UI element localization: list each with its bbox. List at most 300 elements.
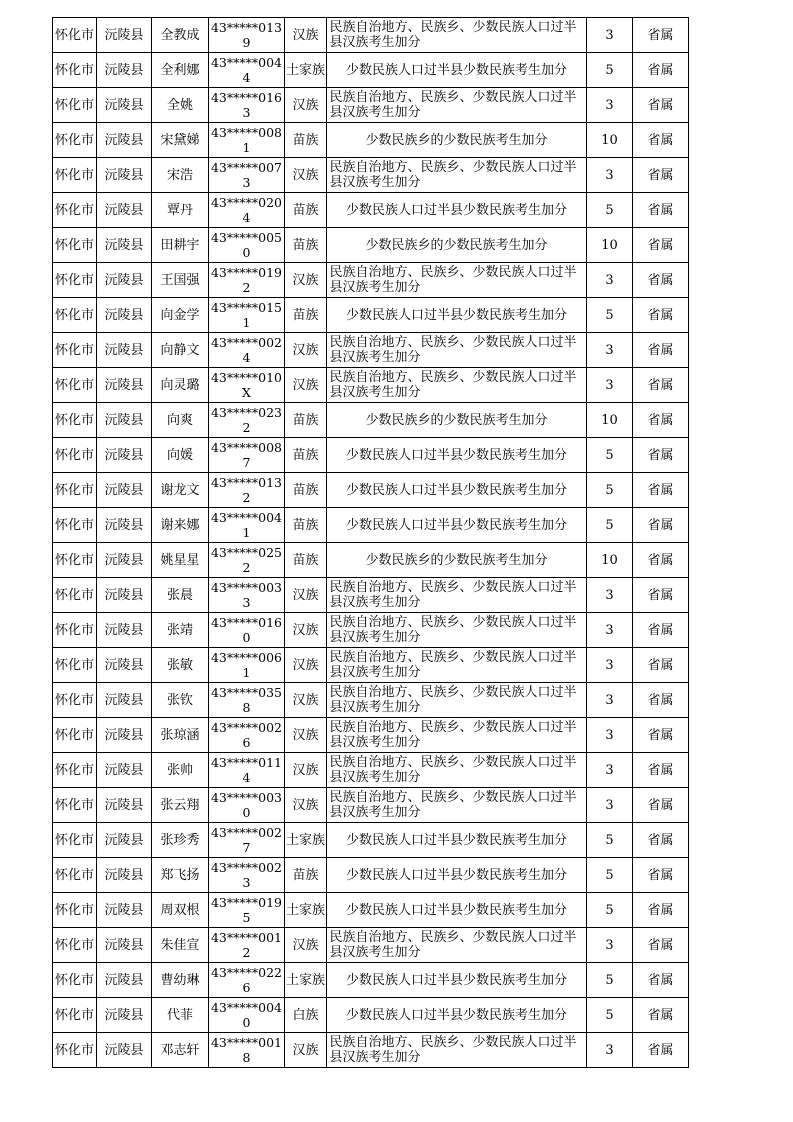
city-cell: 怀化市 (53, 508, 97, 543)
city-cell: 怀化市 (53, 998, 97, 1033)
county-cell: 沅陵县 (97, 823, 152, 858)
name-cell: 周双根 (152, 893, 209, 928)
id-number-cell: 43*****0018 (209, 1033, 285, 1068)
ethnicity-cell: 苗族 (285, 123, 327, 158)
bonus-points-cell: 5 (587, 508, 633, 543)
table-row (53, 788, 689, 823)
table-row (53, 858, 689, 893)
id-number-cell: 43*****0024 (209, 333, 285, 368)
bonus-reason-text: 民族自治地方、民族乡、少数民族人口过半县汉族考生加分 (329, 790, 577, 820)
city-cell: 怀化市 (53, 718, 97, 753)
name-cell: 向静文 (152, 333, 209, 368)
bonus-reason-cell (327, 158, 587, 193)
bonus-reason-cell (327, 88, 587, 123)
table-row (53, 158, 689, 193)
city-cell: 怀化市 (53, 1033, 97, 1068)
county-cell: 沅陵县 (97, 543, 152, 578)
bonus-points-cell: 3 (587, 683, 633, 718)
city-cell: 怀化市 (53, 228, 97, 263)
bonus-reason-text: 少数民族人口过半县少数民族考生加分 (345, 1007, 567, 1023)
name-cell: 曹幼琳 (152, 963, 209, 998)
admin-level-cell: 省属 (633, 1033, 689, 1068)
city-cell: 怀化市 (53, 18, 97, 53)
table-row (53, 123, 689, 158)
id-number-cell: 43*****0041 (209, 508, 285, 543)
ethnicity-cell: 汉族 (285, 368, 327, 403)
bonus-reason-text: 民族自治地方、民族乡、少数民族人口过半县汉族考生加分 (329, 1035, 577, 1065)
city-cell: 怀化市 (53, 648, 97, 683)
bonus-reason-text: 少数民族人口过半县少数民族考生加分 (345, 447, 567, 463)
bonus-points-cell: 3 (587, 718, 633, 753)
city-cell: 怀化市 (53, 753, 97, 788)
name-cell: 张帅 (152, 753, 209, 788)
bonus-reason-text: 民族自治地方、民族乡、少数民族人口过半县汉族考生加分 (329, 580, 577, 610)
bonus-reason-text: 民族自治地方、民族乡、少数民族人口过半县汉族考生加分 (329, 650, 577, 680)
name-cell: 全姚 (152, 88, 209, 123)
city-cell: 怀化市 (53, 88, 97, 123)
admin-level-cell: 省属 (633, 578, 689, 613)
bonus-reason-text: 民族自治地方、民族乡、少数民族人口过半县汉族考生加分 (329, 685, 577, 715)
name-cell: 谢来娜 (152, 508, 209, 543)
admin-level-cell: 省属 (633, 543, 689, 578)
bonus-reason-cell (327, 578, 587, 613)
table-row (53, 613, 689, 648)
admin-level-cell: 省属 (633, 158, 689, 193)
city-cell: 怀化市 (53, 543, 97, 578)
county-cell: 沅陵县 (97, 88, 152, 123)
id-number-cell: 43*****0023 (209, 858, 285, 893)
city-cell: 怀化市 (53, 403, 97, 438)
bonus-points-cell: 3 (587, 88, 633, 123)
id-number-cell: 43*****0163 (209, 88, 285, 123)
bonus-reason-cell (327, 403, 587, 438)
table-row (53, 508, 689, 543)
id-number-cell: 43*****0139 (209, 18, 285, 53)
bonus-reason-cell (327, 193, 587, 228)
city-cell: 怀化市 (53, 613, 97, 648)
id-number-cell: 43*****010X (209, 368, 285, 403)
table-row (53, 648, 689, 683)
admin-level-cell: 省属 (633, 88, 689, 123)
city-cell: 怀化市 (53, 788, 97, 823)
bonus-reason-cell (327, 263, 587, 298)
ethnicity-cell: 汉族 (285, 578, 327, 613)
county-cell: 沅陵县 (97, 368, 152, 403)
ethnicity-cell: 苗族 (285, 438, 327, 473)
county-cell: 沅陵县 (97, 718, 152, 753)
id-number-cell: 43*****0030 (209, 788, 285, 823)
id-number-cell: 43*****0061 (209, 648, 285, 683)
admin-level-cell: 省属 (633, 333, 689, 368)
ethnicity-cell: 汉族 (285, 333, 327, 368)
county-cell: 沅陵县 (97, 333, 152, 368)
id-number-cell: 43*****0050 (209, 228, 285, 263)
bonus-reason-text: 少数民族人口过半县少数民族考生加分 (345, 902, 567, 918)
county-cell: 沅陵县 (97, 438, 152, 473)
id-number-cell: 43*****0132 (209, 473, 285, 508)
city-cell: 怀化市 (53, 53, 97, 88)
bonus-points-cell: 3 (587, 158, 633, 193)
ethnicity-cell: 汉族 (285, 263, 327, 298)
bonus-points-cell: 10 (587, 543, 633, 578)
bonus-points-cell: 3 (587, 613, 633, 648)
id-number-cell: 43*****0226 (209, 963, 285, 998)
bonus-points-table (52, 17, 689, 1068)
bonus-points-cell: 5 (587, 858, 633, 893)
bonus-points-cell: 10 (587, 403, 633, 438)
county-cell: 沅陵县 (97, 508, 152, 543)
admin-level-cell: 省属 (633, 613, 689, 648)
bonus-reason-cell (327, 228, 587, 263)
ethnicity-cell: 苗族 (285, 228, 327, 263)
name-cell: 向媛 (152, 438, 209, 473)
bonus-reason-cell (327, 333, 587, 368)
county-cell: 沅陵县 (97, 263, 152, 298)
bonus-reason-cell (327, 823, 587, 858)
name-cell: 向灵璐 (152, 368, 209, 403)
county-cell: 沅陵县 (97, 193, 152, 228)
county-cell: 沅陵县 (97, 298, 152, 333)
id-number-cell: 43*****0073 (209, 158, 285, 193)
id-number-cell: 43*****0087 (209, 438, 285, 473)
bonus-reason-cell (327, 123, 587, 158)
city-cell: 怀化市 (53, 963, 97, 998)
county-cell: 沅陵县 (97, 158, 152, 193)
table-row (53, 963, 689, 998)
bonus-points-cell: 5 (587, 193, 633, 228)
county-cell: 沅陵县 (97, 18, 152, 53)
county-cell: 沅陵县 (97, 578, 152, 613)
bonus-points-cell: 5 (587, 963, 633, 998)
bonus-reason-cell (327, 998, 587, 1033)
admin-level-cell: 省属 (633, 18, 689, 53)
ethnicity-cell: 汉族 (285, 928, 327, 963)
name-cell: 向爽 (152, 403, 209, 438)
ethnicity-cell: 土家族 (285, 963, 327, 998)
bonus-reason-cell (327, 53, 587, 88)
ethnicity-cell: 汉族 (285, 788, 327, 823)
bonus-reason-text: 民族自治地方、民族乡、少数民族人口过半县汉族考生加分 (329, 160, 577, 190)
bonus-reason-cell (327, 473, 587, 508)
name-cell: 向金学 (152, 298, 209, 333)
ethnicity-cell: 汉族 (285, 648, 327, 683)
admin-level-cell: 省属 (633, 473, 689, 508)
table-row (53, 1033, 689, 1068)
table-row (53, 88, 689, 123)
ethnicity-cell: 苗族 (285, 543, 327, 578)
ethnicity-cell: 汉族 (285, 683, 327, 718)
id-number-cell: 43*****0204 (209, 193, 285, 228)
bonus-reason-text: 少数民族乡的少数民族考生加分 (365, 132, 548, 148)
admin-level-cell: 省属 (633, 928, 689, 963)
bonus-points-cell: 5 (587, 438, 633, 473)
bonus-reason-cell (327, 508, 587, 543)
bonus-points-cell: 10 (587, 228, 633, 263)
table-row (53, 718, 689, 753)
admin-level-cell: 省属 (633, 683, 689, 718)
name-cell: 郑飞扬 (152, 858, 209, 893)
table-row (53, 263, 689, 298)
table-row (53, 998, 689, 1033)
ethnicity-cell: 苗族 (285, 508, 327, 543)
city-cell: 怀化市 (53, 368, 97, 403)
bonus-reason-text: 民族自治地方、民族乡、少数民族人口过半县汉族考生加分 (329, 370, 577, 400)
bonus-points-cell: 3 (587, 1033, 633, 1068)
county-cell: 沅陵县 (97, 753, 152, 788)
city-cell: 怀化市 (53, 438, 97, 473)
admin-level-cell: 省属 (633, 263, 689, 298)
table-row (53, 578, 689, 613)
admin-level-cell: 省属 (633, 298, 689, 333)
bonus-reason-cell (327, 893, 587, 928)
bonus-reason-cell (327, 683, 587, 718)
city-cell: 怀化市 (53, 858, 97, 893)
bonus-points-cell: 3 (587, 928, 633, 963)
bonus-points-cell: 3 (587, 263, 633, 298)
county-cell: 沅陵县 (97, 893, 152, 928)
bonus-points-cell: 3 (587, 578, 633, 613)
bonus-reason-cell (327, 18, 587, 53)
bonus-reason-cell (327, 368, 587, 403)
name-cell: 宋黛娣 (152, 123, 209, 158)
county-cell: 沅陵县 (97, 123, 152, 158)
id-number-cell: 43*****0232 (209, 403, 285, 438)
county-cell: 沅陵县 (97, 998, 152, 1033)
bonus-points-cell: 3 (587, 753, 633, 788)
bonus-reason-text: 少数民族人口过半县少数民族考生加分 (345, 972, 567, 988)
admin-level-cell: 省属 (633, 438, 689, 473)
county-cell: 沅陵县 (97, 613, 152, 648)
table-row (53, 368, 689, 403)
ethnicity-cell: 土家族 (285, 53, 327, 88)
bonus-points-cell: 5 (587, 298, 633, 333)
admin-level-cell: 省属 (633, 193, 689, 228)
county-cell: 沅陵县 (97, 928, 152, 963)
bonus-reason-cell (327, 438, 587, 473)
ethnicity-cell: 汉族 (285, 718, 327, 753)
admin-level-cell: 省属 (633, 718, 689, 753)
bonus-reason-cell (327, 788, 587, 823)
bonus-reason-text: 民族自治地方、民族乡、少数民族人口过半县汉族考生加分 (329, 90, 577, 120)
name-cell: 姚星星 (152, 543, 209, 578)
bonus-points-cell: 10 (587, 123, 633, 158)
bonus-points-cell: 5 (587, 823, 633, 858)
city-cell: 怀化市 (53, 823, 97, 858)
id-number-cell: 43*****0160 (209, 613, 285, 648)
bonus-reason-text: 民族自治地方、民族乡、少数民族人口过半县汉族考生加分 (329, 755, 577, 785)
id-number-cell: 43*****0012 (209, 928, 285, 963)
city-cell: 怀化市 (53, 263, 97, 298)
admin-level-cell: 省属 (633, 753, 689, 788)
bonus-reason-text: 民族自治地方、民族乡、少数民族人口过半县汉族考生加分 (329, 720, 577, 750)
bonus-reason-text: 少数民族人口过半县少数民族考生加分 (345, 517, 567, 533)
county-cell: 沅陵县 (97, 403, 152, 438)
name-cell: 张靖 (152, 613, 209, 648)
bonus-reason-cell (327, 718, 587, 753)
bonus-reason-text: 民族自治地方、民族乡、少数民族人口过半县汉族考生加分 (329, 20, 577, 50)
id-number-cell: 43*****0195 (209, 893, 285, 928)
name-cell: 邓志轩 (152, 1033, 209, 1068)
name-cell: 覃丹 (152, 193, 209, 228)
city-cell: 怀化市 (53, 193, 97, 228)
admin-level-cell: 省属 (633, 823, 689, 858)
name-cell: 王国强 (152, 263, 209, 298)
name-cell: 张钦 (152, 683, 209, 718)
ethnicity-cell: 苗族 (285, 193, 327, 228)
table-row (53, 753, 689, 788)
city-cell: 怀化市 (53, 928, 97, 963)
county-cell: 沅陵县 (97, 683, 152, 718)
admin-level-cell: 省属 (633, 53, 689, 88)
bonus-reason-text: 少数民族人口过半县少数民族考生加分 (345, 867, 567, 883)
name-cell: 张晨 (152, 578, 209, 613)
admin-level-cell: 省属 (633, 858, 689, 893)
name-cell: 全利娜 (152, 53, 209, 88)
id-number-cell: 43*****0033 (209, 578, 285, 613)
admin-level-cell: 省属 (633, 648, 689, 683)
city-cell: 怀化市 (53, 333, 97, 368)
ethnicity-cell: 苗族 (285, 858, 327, 893)
ethnicity-cell: 白族 (285, 998, 327, 1033)
name-cell: 谢龙文 (152, 473, 209, 508)
id-number-cell: 43*****0192 (209, 263, 285, 298)
bonus-points-cell: 3 (587, 788, 633, 823)
table-row (53, 473, 689, 508)
admin-level-cell: 省属 (633, 228, 689, 263)
table-row (53, 53, 689, 88)
ethnicity-cell: 汉族 (285, 88, 327, 123)
ethnicity-cell: 土家族 (285, 893, 327, 928)
admin-level-cell: 省属 (633, 998, 689, 1033)
bonus-reason-text: 少数民族人口过半县少数民族考生加分 (345, 832, 567, 848)
admin-level-cell: 省属 (633, 403, 689, 438)
name-cell: 张云翔 (152, 788, 209, 823)
id-number-cell: 43*****0114 (209, 753, 285, 788)
ethnicity-cell: 汉族 (285, 1033, 327, 1068)
bonus-reason-text: 少数民族人口过半县少数民族考生加分 (345, 307, 567, 323)
bonus-reason-text: 民族自治地方、民族乡、少数民族人口过半县汉族考生加分 (329, 615, 577, 645)
bonus-reason-text: 民族自治地方、民族乡、少数民族人口过半县汉族考生加分 (329, 930, 577, 960)
city-cell: 怀化市 (53, 473, 97, 508)
city-cell: 怀化市 (53, 123, 97, 158)
id-number-cell: 43*****0151 (209, 298, 285, 333)
bonus-points-cell: 3 (587, 333, 633, 368)
county-cell: 沅陵县 (97, 963, 152, 998)
table-row (53, 18, 689, 53)
bonus-reason-cell (327, 543, 587, 578)
city-cell: 怀化市 (53, 578, 97, 613)
id-number-cell: 43*****0044 (209, 53, 285, 88)
city-cell: 怀化市 (53, 298, 97, 333)
ethnicity-cell: 苗族 (285, 298, 327, 333)
city-cell: 怀化市 (53, 683, 97, 718)
name-cell: 宋浩 (152, 158, 209, 193)
bonus-points-cell: 3 (587, 18, 633, 53)
id-number-cell: 43*****0027 (209, 823, 285, 858)
ethnicity-cell: 苗族 (285, 473, 327, 508)
table-row (53, 543, 689, 578)
county-cell: 沅陵县 (97, 858, 152, 893)
name-cell: 张珍秀 (152, 823, 209, 858)
bonus-reason-text: 少数民族人口过半县少数民族考生加分 (345, 62, 567, 78)
county-cell: 沅陵县 (97, 788, 152, 823)
ethnicity-cell: 土家族 (285, 823, 327, 858)
bonus-reason-cell (327, 648, 587, 683)
bonus-reason-cell (327, 613, 587, 648)
bonus-reason-cell (327, 298, 587, 333)
bonus-reason-cell (327, 963, 587, 998)
bonus-points-cell: 5 (587, 473, 633, 508)
bonus-points-cell: 5 (587, 53, 633, 88)
table-row (53, 438, 689, 473)
name-cell: 朱佳宣 (152, 928, 209, 963)
county-cell: 沅陵县 (97, 473, 152, 508)
id-number-cell: 43*****0358 (209, 683, 285, 718)
table-row (53, 823, 689, 858)
table-row (53, 683, 689, 718)
county-cell: 沅陵县 (97, 648, 152, 683)
county-cell: 沅陵县 (97, 228, 152, 263)
table-row (53, 193, 689, 228)
table-row (53, 893, 689, 928)
bonus-reason-text: 少数民族乡的少数民族考生加分 (365, 412, 548, 428)
bonus-reason-cell (327, 928, 587, 963)
bonus-points-cell: 3 (587, 648, 633, 683)
bonus-reason-text: 民族自治地方、民族乡、少数民族人口过半县汉族考生加分 (329, 335, 577, 365)
id-number-cell: 43*****0252 (209, 543, 285, 578)
ethnicity-cell: 苗族 (285, 403, 327, 438)
name-cell: 张敏 (152, 648, 209, 683)
id-number-cell: 43*****0040 (209, 998, 285, 1033)
table-body (53, 18, 689, 1068)
admin-level-cell: 省属 (633, 893, 689, 928)
table-row (53, 228, 689, 263)
county-cell: 沅陵县 (97, 53, 152, 88)
admin-level-cell: 省属 (633, 788, 689, 823)
name-cell: 张琼涵 (152, 718, 209, 753)
admin-level-cell: 省属 (633, 508, 689, 543)
ethnicity-cell: 汉族 (285, 18, 327, 53)
bonus-reason-cell (327, 753, 587, 788)
admin-level-cell: 省属 (633, 123, 689, 158)
name-cell: 田耕宇 (152, 228, 209, 263)
ethnicity-cell: 汉族 (285, 158, 327, 193)
admin-level-cell: 省属 (633, 963, 689, 998)
table-row (53, 928, 689, 963)
admin-level-cell: 省属 (633, 368, 689, 403)
bonus-reason-text: 少数民族人口过半县少数民族考生加分 (345, 482, 567, 498)
bonus-reason-text: 少数民族人口过半县少数民族考生加分 (345, 202, 567, 218)
city-cell: 怀化市 (53, 158, 97, 193)
bonus-reason-text: 少数民族乡的少数民族考生加分 (365, 552, 548, 568)
table-row (53, 333, 689, 368)
table-row (53, 403, 689, 438)
bonus-reason-cell (327, 858, 587, 893)
name-cell: 全教成 (152, 18, 209, 53)
id-number-cell: 43*****0081 (209, 123, 285, 158)
ethnicity-cell: 汉族 (285, 613, 327, 648)
city-cell: 怀化市 (53, 893, 97, 928)
bonus-points-cell: 5 (587, 893, 633, 928)
bonus-reason-text: 民族自治地方、民族乡、少数民族人口过半县汉族考生加分 (329, 265, 577, 295)
bonus-reason-cell (327, 1033, 587, 1068)
bonus-reason-text: 少数民族乡的少数民族考生加分 (365, 237, 548, 253)
bonus-points-cell: 5 (587, 998, 633, 1033)
ethnicity-cell: 汉族 (285, 753, 327, 788)
id-number-cell: 43*****0026 (209, 718, 285, 753)
name-cell: 代菲 (152, 998, 209, 1033)
bonus-points-cell: 3 (587, 368, 633, 403)
